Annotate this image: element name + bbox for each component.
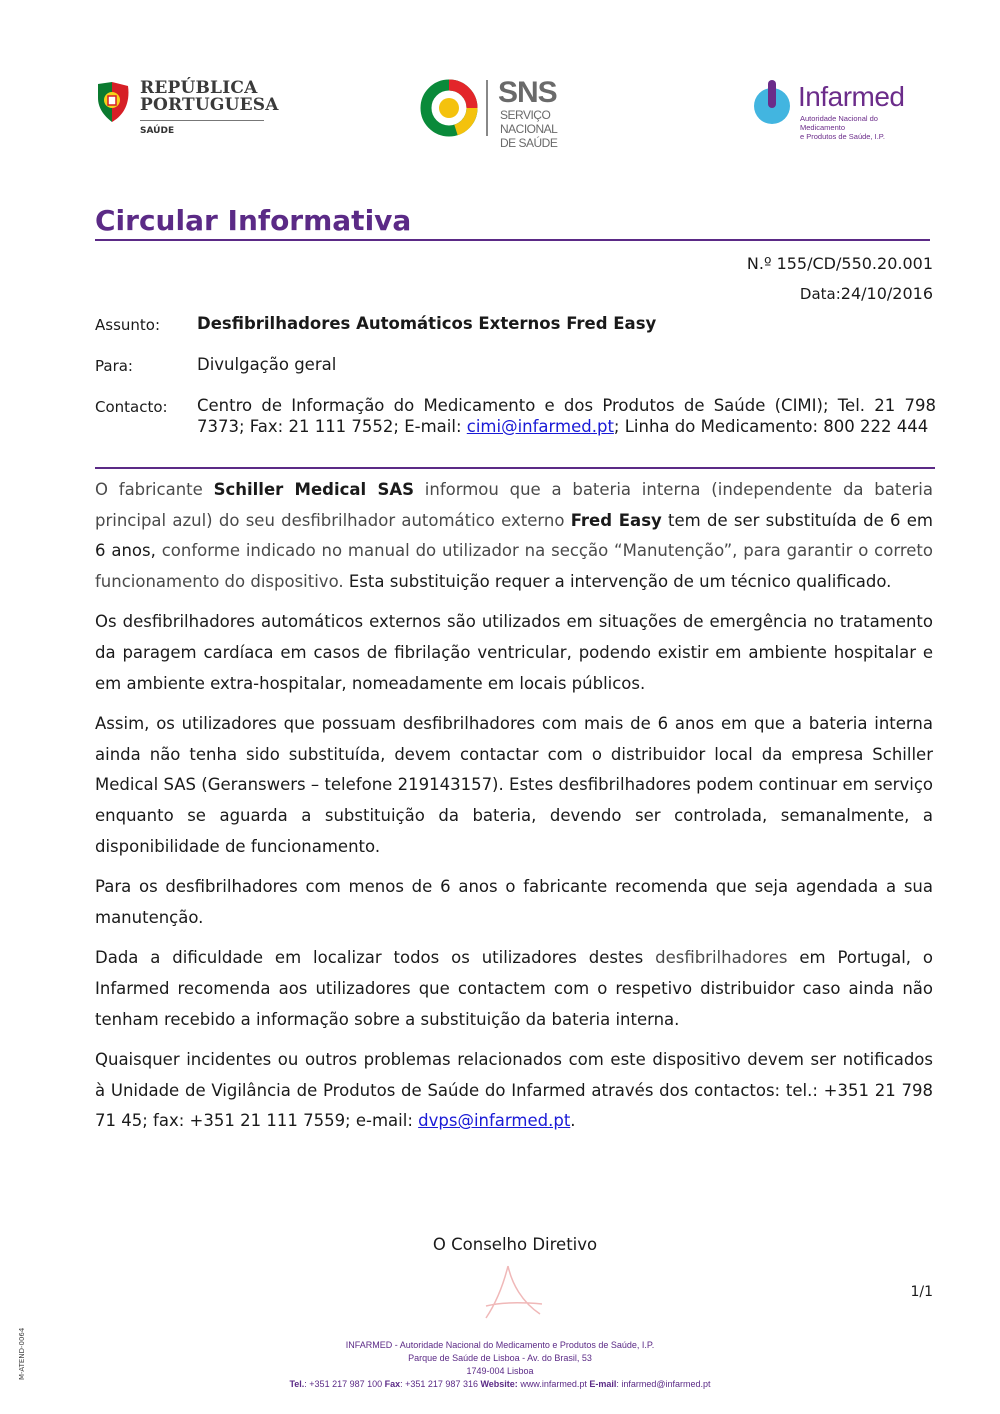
footer-fax-label: Fax — [384, 1379, 401, 1389]
infarmed-drop-icon — [750, 80, 794, 126]
p1-text: O fabricante — [95, 480, 214, 499]
p1-text: informou que a bateria interna (independente da bateria principal azul) do seu desfibrilhador automático externo — [95, 480, 933, 530]
contact-label: Contacto: — [95, 398, 168, 416]
footer-web-label: Website: — [480, 1379, 518, 1389]
footer-contacts — [0, 1378, 1000, 1391]
paragraph-5 — [95, 943, 933, 1035]
paragraph-6 — [95, 1045, 933, 1137]
device-name: Fred Easy — [570, 510, 662, 530]
footer-line1: INFARMED - Autoridade Nacional do Medicamento e Produtos de Saúde, I.P. — [345, 1340, 655, 1350]
contact-text: Centro de Informação do Medicamento e dos Produtos de Saúde (CIMI); Tel. 21 798 7373; Fax: 21 111 7552; E-mail: — [197, 396, 936, 436]
infarmed-logo — [750, 78, 920, 140]
footer-email: : infarmed@infarmed.pt — [616, 1379, 711, 1389]
signature-title: O Conselho Diretivo — [432, 1235, 598, 1254]
p5-text: em Portugal, o Infarmed recomenda aos utilizadores que contactem com o respetivo distribuidor caso ainda não tenham recebido a informação sobre a substituição da bateria interna. — [95, 948, 933, 1029]
page-number: 1/1 — [910, 1284, 933, 1300]
rp-line1: REPÚBLICA — [140, 78, 258, 98]
footer-email-label: E-mail — [589, 1379, 617, 1389]
p1-text: conforme indicado no manual do utilizador na secção “Manutenção”, para garantir o correto funcionamento do dispositivo. — [95, 541, 933, 591]
p6-text: . — [570, 1111, 576, 1131]
rp-line2: PORTUGUESA — [140, 95, 279, 115]
header-divider — [95, 467, 935, 469]
footer-line3: 1749-004 Lisboa — [466, 1366, 534, 1376]
footer-tel-label: Tel. — [289, 1379, 305, 1389]
side-code-text: M-ATEND-0064 — [18, 1327, 26, 1380]
p6-text: Quaisquer incidentes ou outros problemas relacionados com este dispositivo devem ser notificados à Unidade de Vigilância de Produtos de Saúde do Infarmed através dos contactos: tel.: +351 21 798 71 45; fax: +351 21 111 7559; e-mail: — [95, 1050, 933, 1131]
footer-line2: Parque de Saúde de Lisboa - Av. do Brasil, 53 — [408, 1353, 592, 1363]
contact-text-end: ; Linha do Medicamento: 800 222 444 — [613, 416, 929, 436]
sns-title: SNS — [498, 76, 557, 109]
sns-divider — [486, 80, 488, 136]
paragraph-3: Assim, os utilizadores que possuam desfibrilhadores com mais de 6 anos em que a bateria interna ainda não tenha sido substituída, devem contactar com o distribuidor local da empresa Schiller Medical SAS (Geranswers – telefone 219143157). Estes desfibrilhadores podem continuar em serviço enquanto se aguarda a substituição da bateria, devendo ser controlada, semanalmente, a disponibilidade de funcionamento. — [95, 714, 933, 856]
footer-web: www.infarmed.pt — [517, 1379, 590, 1389]
signature-mark-icon — [478, 1262, 548, 1324]
rp-divider — [140, 120, 264, 121]
page-title: Circular Informativa — [95, 204, 412, 237]
paragraph-4: Para os desfibrilhadores com menos de 6 anos o fabricante recomenda que seja agendada a sua manutenção. — [95, 877, 933, 927]
circular-date — [800, 284, 933, 303]
p1-text: Esta substituição requer a intervenção de um técnico qualificado. — [343, 571, 892, 591]
portugal-emblem-icon — [94, 80, 134, 124]
paragraph-1 — [95, 475, 933, 597]
date-label: Data: — [799, 285, 841, 303]
contact-email-link[interactable]: cimi@infarmed.pt — [466, 416, 614, 436]
sns-logo — [420, 76, 600, 150]
sns-sub2: DE SAÚDE — [500, 136, 558, 150]
to-value: Divulgação geral — [197, 355, 337, 374]
subject-value: Desfibrilhadores Automáticos Externos Fred Easy — [197, 314, 657, 333]
infarmed-sub1: Autoridade Nacional do Medicamento — [800, 114, 878, 132]
subject-label: Assunto: — [95, 316, 161, 334]
manufacturer-name: Schiller Medical SAS — [213, 480, 414, 499]
p5-text: Dada a dificuldade em localizar todos os utilizadores destes — [95, 948, 656, 968]
document-body — [95, 475, 933, 1147]
footer-fax: : +351 217 987 316 — [400, 1379, 481, 1389]
dvps-email-link[interactable]: dvps@infarmed.pt — [418, 1111, 571, 1131]
date-value: 24/10/2016 — [840, 284, 933, 303]
p5-text: desfibrilhadores — [655, 948, 788, 968]
sns-sub1: SERVIÇO NACIONAL — [500, 108, 558, 136]
infarmed-name: Infarmed — [798, 81, 905, 112]
p1-text: tem de ser substituída de 6 em 6 anos, — [95, 510, 933, 561]
contact-value — [197, 396, 936, 437]
circular-number: N.º 155/CD/550.20.001 — [746, 254, 933, 273]
infarmed-sub2: e Produtos de Saúde, I.P. — [800, 132, 885, 141]
to-label: Para: — [95, 357, 133, 375]
footer — [0, 1339, 1000, 1391]
footer-tel: : +351 217 987 100 — [304, 1379, 385, 1389]
republica-portuguesa-logo — [94, 78, 279, 140]
paragraph-2: Os desfibrilhadores automáticos externos são utilizados em situações de emergência no tratamento da paragem cardíaca em casos de fibrilação ventricular, podendo existir em ambiente hospitalar e em ambiente extra-hospitalar, nomeadamente em locais públicos. — [95, 612, 933, 693]
rp-sub: SAÚDE — [140, 126, 175, 136]
title-divider — [95, 239, 930, 241]
sns-ring-icon — [420, 79, 478, 137]
